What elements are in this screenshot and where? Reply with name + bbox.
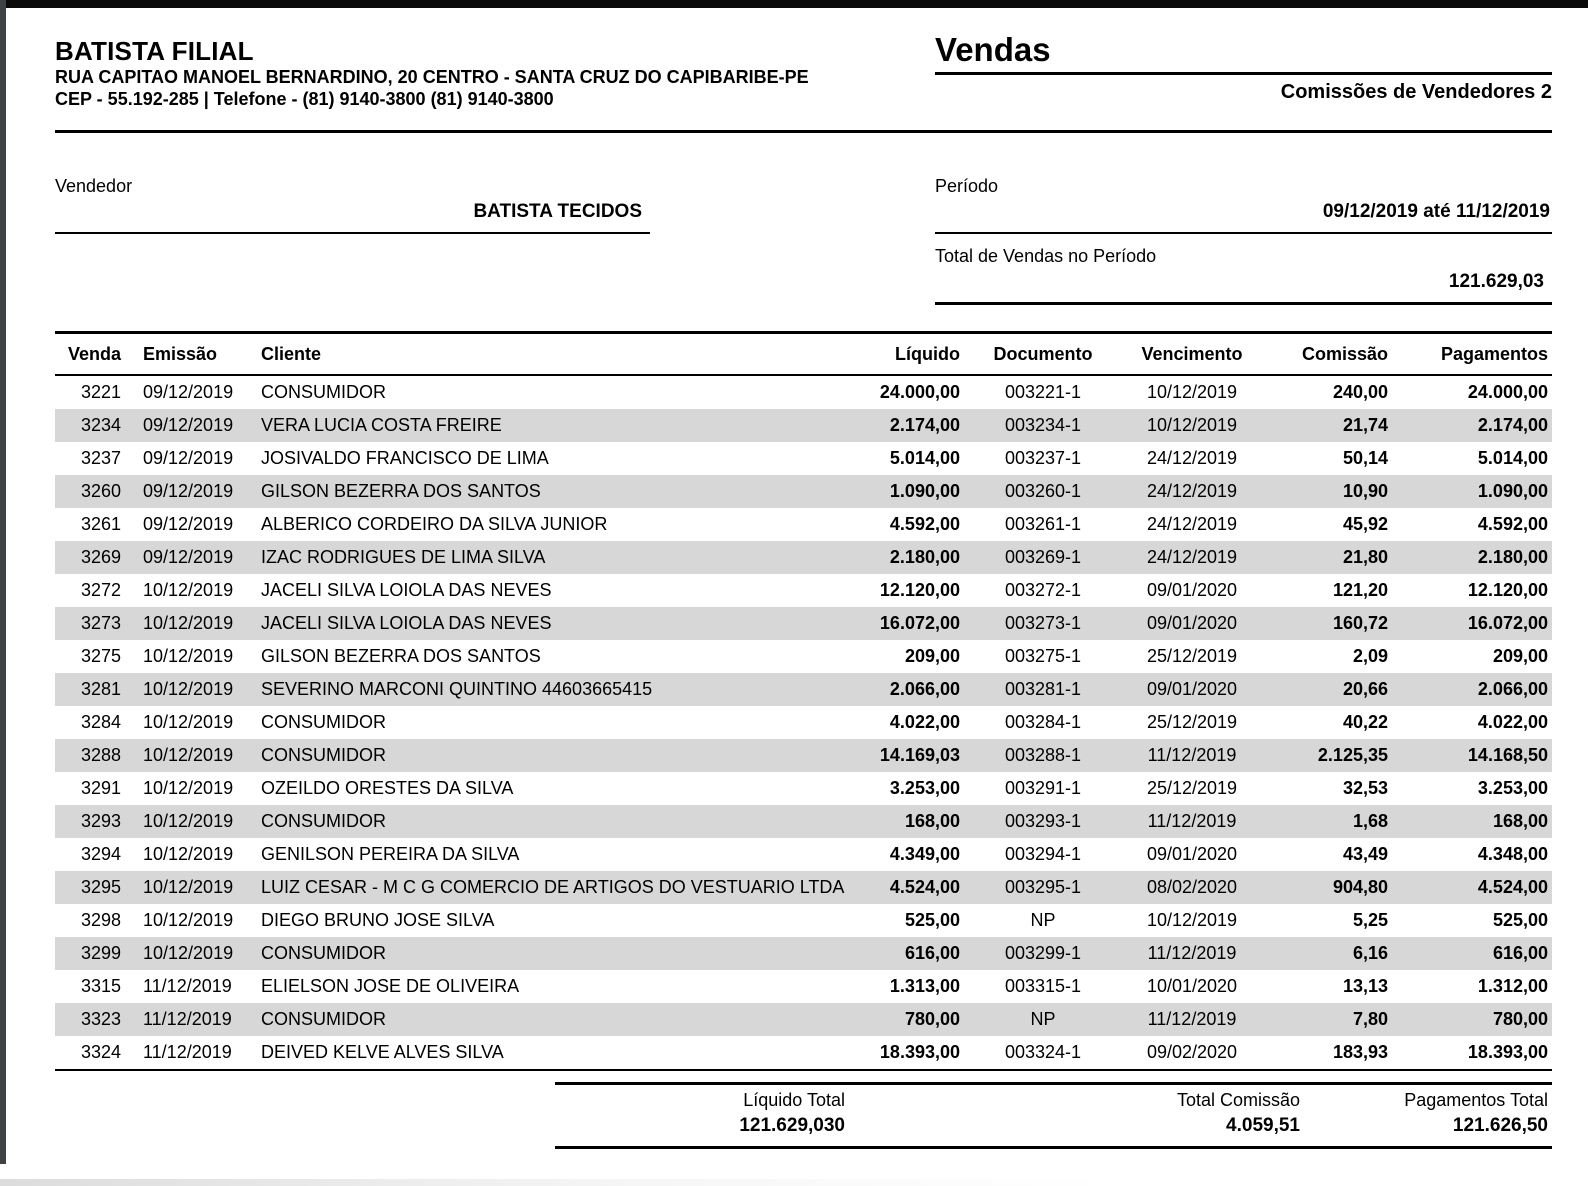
cell-liquido: 5.014,00 (889, 448, 960, 468)
cell-pagamentos: 1.312,00 (1477, 976, 1548, 996)
cell-pagamentos: 24.000,00 (1467, 382, 1548, 402)
cell-comissao: 50,14 (1342, 448, 1388, 468)
cell-documento: 003295-1 (1004, 877, 1082, 897)
cell-venda: 3315 (80, 976, 121, 996)
table-row (55, 541, 1552, 574)
cell-vencimento: 09/01/2020 (1146, 679, 1238, 699)
cell-venda: 3237 (80, 448, 121, 468)
summary-comissao (845, 1090, 1300, 1137)
viewer-bottom-edge (0, 1179, 1588, 1186)
table-row (55, 838, 1552, 871)
cell-documento: NP (1030, 910, 1056, 930)
cell-documento: 003294-1 (1004, 844, 1082, 864)
cell-vencimento: 09/02/2020 (1146, 1042, 1238, 1062)
cell-pagamentos: 4.592,00 (1477, 514, 1548, 534)
cell-liquido: 209,00 (904, 646, 960, 666)
cell-venda: 3234 (80, 415, 121, 435)
company-header (55, 36, 925, 110)
cell-pagamentos: 168,00 (1492, 811, 1548, 831)
column-header-cliente: Cliente (261, 343, 322, 364)
cell-liquido: 12.120,00 (879, 580, 960, 600)
cell-cliente: JACELI SILVA LOIOLA DAS NEVES (261, 613, 552, 633)
cell-liquido: 1.313,00 (889, 976, 960, 996)
table-row (55, 574, 1552, 607)
viewer-left-edge (0, 0, 6, 1164)
cell-pagamentos: 4.022,00 (1477, 712, 1548, 732)
cell-cliente: ALBERICO CORDEIRO DA SILVA JUNIOR (261, 514, 608, 534)
cell-cliente: LUIZ CESAR - M C G COMERCIO DE ARTIGOS DO VESTUARIO LTDA (261, 877, 845, 897)
cell-pagamentos: 4.524,00 (1477, 877, 1548, 897)
cell-documento: 003272-1 (1004, 580, 1082, 600)
cell-venda: 3293 (80, 811, 121, 831)
cell-comissao: 21,80 (1342, 547, 1388, 567)
cell-vencimento: 10/12/2019 (1146, 382, 1238, 402)
cell-pagamentos: 780,00 (1492, 1009, 1548, 1029)
cell-venda: 3284 (80, 712, 121, 732)
cell-comissao: 21,74 (1342, 415, 1388, 435)
cell-liquido: 16.072,00 (879, 613, 960, 633)
table-row (55, 706, 1552, 739)
cell-documento: NP (1030, 1009, 1056, 1029)
cell-emissao: 10/12/2019 (143, 745, 234, 765)
header-divider (55, 130, 1552, 133)
total-vendas-field (935, 246, 1552, 305)
cell-pagamentos: 2.174,00 (1477, 415, 1548, 435)
cell-liquido: 18.393,00 (879, 1042, 960, 1062)
sales-table (55, 331, 1552, 1071)
summary-liquido-label: Líquido Total (743, 1090, 845, 1110)
cell-comissao: 45,92 (1342, 514, 1388, 534)
cell-documento: 003291-1 (1004, 778, 1082, 798)
table-row (55, 1036, 1552, 1069)
cell-documento: 003288-1 (1004, 745, 1082, 765)
cell-comissao: 1,68 (1352, 811, 1388, 831)
cell-venda: 3294 (80, 844, 121, 864)
cell-emissao: 10/12/2019 (143, 811, 234, 831)
cell-pagamentos: 525,00 (1492, 910, 1548, 930)
cell-venda: 3298 (80, 910, 121, 930)
periodo-value: 09/12/2019 até 11/12/2019 (1322, 201, 1550, 222)
cell-emissao: 09/12/2019 (143, 448, 234, 468)
summary-pagamentos-label: Pagamentos Total (1404, 1090, 1548, 1110)
cell-emissao: 09/12/2019 (143, 481, 234, 501)
cell-vencimento: 09/01/2020 (1146, 580, 1238, 600)
cell-cliente: DIEGO BRUNO JOSE SILVA (261, 910, 495, 930)
summary-comissao-value: 4.059,51 (1226, 1115, 1300, 1136)
cell-cliente: CONSUMIDOR (261, 382, 386, 402)
table-row (55, 871, 1552, 904)
cell-comissao: 7,80 (1352, 1009, 1388, 1029)
cell-venda: 3299 (80, 943, 121, 963)
report-title: Vendas (935, 30, 1552, 75)
column-header-pagamentos: Pagamentos (1440, 343, 1548, 364)
cell-cliente: SEVERINO MARCONI QUINTINO 44603665415 (261, 679, 653, 699)
cell-documento: 003269-1 (1004, 547, 1082, 567)
summary-pagamentos-value: 121.626,50 (1452, 1115, 1548, 1136)
table-row (55, 739, 1552, 772)
cell-emissao: 09/12/2019 (143, 382, 234, 402)
company-name: BATISTA FILIAL (55, 36, 254, 66)
column-header-emissao: Emissão (143, 343, 218, 364)
summary-comissao-label: Total Comissão (1176, 1090, 1300, 1110)
cell-pagamentos: 5.014,00 (1477, 448, 1548, 468)
cell-vencimento: 11/12/2019 (1147, 1009, 1237, 1029)
cell-pagamentos: 3.253,00 (1477, 778, 1548, 798)
summary-liquido (555, 1090, 845, 1137)
cell-vencimento: 24/12/2019 (1146, 514, 1238, 534)
cell-pagamentos: 18.393,00 (1467, 1042, 1548, 1062)
cell-vencimento: 25/12/2019 (1146, 778, 1238, 798)
cell-emissao: 10/12/2019 (143, 910, 234, 930)
company-address: RUA CAPITAO MANOEL BERNARDINO, 20 CENTRO - SANTA CRUZ DO CAPIBARIBE-PE (55, 67, 809, 87)
report-header (935, 30, 1552, 104)
cell-vencimento: 24/12/2019 (1146, 481, 1238, 501)
cell-emissao: 09/12/2019 (143, 514, 234, 534)
cell-emissao: 09/12/2019 (143, 415, 234, 435)
column-header-venda: Venda (67, 343, 121, 364)
cell-pagamentos: 2.066,00 (1477, 679, 1548, 699)
vendedor-value: BATISTA TECIDOS (473, 201, 642, 222)
cell-cliente: GENILSON PEREIRA DA SILVA (261, 844, 520, 864)
cell-liquido: 525,00 (904, 910, 960, 930)
cell-venda: 3275 (80, 646, 121, 666)
cell-venda: 3261 (80, 514, 121, 534)
cell-pagamentos: 16.072,00 (1467, 613, 1548, 633)
table-row (55, 805, 1552, 838)
cell-venda: 3273 (80, 613, 121, 633)
cell-documento: 003260-1 (1004, 481, 1082, 501)
cell-venda: 3260 (80, 481, 121, 501)
cell-comissao: 32,53 (1342, 778, 1388, 798)
cell-documento: 003299-1 (1004, 943, 1082, 963)
cell-documento: 003221-1 (1004, 382, 1082, 402)
column-header-vencimento: Vencimento (1141, 343, 1243, 364)
cell-emissao: 10/12/2019 (143, 646, 234, 666)
cell-comissao: 2,09 (1352, 646, 1388, 666)
cell-liquido: 780,00 (904, 1009, 960, 1029)
cell-emissao: 10/12/2019 (143, 712, 234, 732)
cell-liquido: 4.592,00 (889, 514, 960, 534)
cell-emissao: 11/12/2019 (143, 976, 232, 996)
cell-vencimento: 25/12/2019 (1146, 646, 1238, 666)
cell-emissao: 10/12/2019 (143, 943, 234, 963)
table-row (55, 772, 1552, 805)
cell-comissao: 160,72 (1332, 613, 1388, 633)
summary-liquido-value: 121.629,030 (739, 1115, 845, 1136)
cell-vencimento: 11/12/2019 (1147, 943, 1237, 963)
total-vendas-value: 121.629,03 (1448, 271, 1544, 292)
cell-liquido: 1.090,00 (889, 481, 960, 501)
table-row (55, 1003, 1552, 1036)
cell-liquido: 24.000,00 (879, 382, 960, 402)
cell-cliente: CONSUMIDOR (261, 745, 386, 765)
summary-pagamentos (1300, 1090, 1552, 1137)
cell-liquido: 2.174,00 (889, 415, 960, 435)
cell-venda: 3281 (80, 679, 121, 699)
cell-documento: 003284-1 (1004, 712, 1082, 732)
cell-emissao: 10/12/2019 (143, 679, 234, 699)
cell-liquido: 2.066,00 (889, 679, 960, 699)
cell-liquido: 616,00 (904, 943, 960, 963)
cell-comissao: 43,49 (1342, 844, 1388, 864)
cell-liquido: 14.169,03 (879, 745, 960, 765)
cell-documento: 003281-1 (1004, 679, 1082, 699)
cell-pagamentos: 4.348,00 (1477, 844, 1548, 864)
cell-vencimento: 09/01/2020 (1146, 844, 1238, 864)
cell-liquido: 4.524,00 (889, 877, 960, 897)
cell-documento: 003275-1 (1004, 646, 1082, 666)
cell-comissao: 2.125,35 (1317, 745, 1388, 765)
cell-pagamentos: 12.120,00 (1467, 580, 1548, 600)
cell-comissao: 240,00 (1332, 382, 1388, 402)
cell-comissao: 121,20 (1332, 580, 1388, 600)
table-row (55, 607, 1552, 640)
cell-comissao: 13,13 (1342, 976, 1388, 996)
vendedor-field (55, 176, 650, 234)
cell-venda: 3269 (80, 547, 121, 567)
cell-cliente: OZEILDO ORESTES DA SILVA (261, 778, 514, 798)
cell-emissao: 10/12/2019 (143, 877, 234, 897)
cell-pagamentos: 616,00 (1492, 943, 1548, 963)
cell-vencimento: 11/12/2019 (1147, 811, 1237, 831)
cell-vencimento: 09/01/2020 (1146, 613, 1238, 633)
cell-venda: 3295 (80, 877, 121, 897)
column-header-documento: Documento (993, 343, 1093, 364)
cell-cliente: CONSUMIDOR (261, 811, 386, 831)
vendedor-label: Vendedor (55, 176, 133, 196)
total-vendas-label: Total de Vendas no Período (935, 246, 1157, 266)
cell-pagamentos: 2.180,00 (1477, 547, 1548, 567)
cell-pagamentos: 1.090,00 (1477, 481, 1548, 501)
cell-cliente: DEIVED KELVE ALVES SILVA (261, 1042, 504, 1062)
table-row (55, 442, 1552, 475)
cell-liquido: 3.253,00 (889, 778, 960, 798)
totals-summary (555, 1082, 1552, 1149)
cell-venda: 3221 (80, 382, 121, 402)
cell-comissao: 183,93 (1332, 1042, 1388, 1062)
table-row (55, 937, 1552, 970)
cell-emissao: 10/12/2019 (143, 613, 234, 633)
cell-vencimento: 24/12/2019 (1146, 547, 1238, 567)
cell-venda: 3324 (80, 1042, 121, 1062)
cell-vencimento: 11/12/2019 (1147, 745, 1237, 765)
cell-documento: 003293-1 (1004, 811, 1082, 831)
table-row (55, 904, 1552, 937)
table-row (55, 970, 1552, 1003)
table-row (55, 508, 1552, 541)
cell-vencimento: 10/01/2020 (1146, 976, 1238, 996)
cell-cliente: IZAC RODRIGUES DE LIMA SILVA (261, 547, 546, 567)
periodo-label: Período (935, 176, 999, 196)
cell-documento: 003261-1 (1004, 514, 1082, 534)
periodo-field (935, 176, 1552, 234)
cell-documento: 003324-1 (1004, 1042, 1082, 1062)
cell-comissao: 40,22 (1342, 712, 1388, 732)
cell-comissao: 5,25 (1352, 910, 1388, 930)
cell-venda: 3323 (80, 1009, 121, 1029)
cell-comissao: 20,66 (1342, 679, 1388, 699)
table-row (55, 640, 1552, 673)
cell-documento: 003234-1 (1004, 415, 1082, 435)
cell-pagamentos: 209,00 (1492, 646, 1548, 666)
cell-emissao: 10/12/2019 (143, 844, 234, 864)
table-row (55, 409, 1552, 442)
cell-cliente: JOSIVALDO FRANCISCO DE LIMA (261, 448, 549, 468)
cell-emissao: 11/12/2019 (143, 1042, 232, 1062)
cell-documento: 003273-1 (1004, 613, 1082, 633)
table-header-row (55, 334, 1552, 376)
cell-comissao: 6,16 (1352, 943, 1388, 963)
column-header-comissao: Comissão (1301, 343, 1388, 364)
cell-cliente: CONSUMIDOR (261, 712, 386, 732)
table-row (55, 475, 1552, 508)
cell-vencimento: 10/12/2019 (1146, 910, 1238, 930)
cell-vencimento: 24/12/2019 (1146, 448, 1238, 468)
cell-cliente: CONSUMIDOR (261, 1009, 386, 1029)
cell-liquido: 4.022,00 (889, 712, 960, 732)
cell-documento: 003237-1 (1004, 448, 1082, 468)
cell-venda: 3291 (80, 778, 121, 798)
cell-emissao: 11/12/2019 (143, 1009, 232, 1029)
cell-vencimento: 25/12/2019 (1146, 712, 1238, 732)
table-row (55, 673, 1552, 706)
viewer-top-edge (0, 0, 1588, 8)
cell-cliente: GILSON BEZERRA DOS SANTOS (261, 646, 541, 666)
cell-emissao: 10/12/2019 (143, 580, 234, 600)
cell-vencimento: 10/12/2019 (1146, 415, 1238, 435)
cell-documento: 003315-1 (1004, 976, 1082, 996)
table-body (55, 376, 1552, 1071)
cell-liquido: 168,00 (904, 811, 960, 831)
cell-pagamentos: 14.168,50 (1467, 745, 1548, 765)
column-header-liquido: Líquido (895, 343, 960, 364)
cell-venda: 3272 (80, 580, 121, 600)
cell-venda: 3288 (80, 745, 121, 765)
cell-cliente: GILSON BEZERRA DOS SANTOS (261, 481, 541, 501)
cell-cliente: ELIELSON JOSE DE OLIVEIRA (261, 976, 520, 996)
report-subtitle: Comissões de Vendedores 2 (1280, 81, 1552, 103)
cell-cliente: VERA LUCIA COSTA FREIRE (261, 415, 502, 435)
cell-cliente: CONSUMIDOR (261, 943, 386, 963)
cell-emissao: 10/12/2019 (143, 778, 234, 798)
cell-emissao: 09/12/2019 (143, 547, 234, 567)
table-row (55, 376, 1552, 409)
cell-comissao: 10,90 (1342, 481, 1388, 501)
cell-vencimento: 08/02/2020 (1146, 877, 1238, 897)
cell-liquido: 4.349,00 (889, 844, 960, 864)
cell-comissao: 904,80 (1332, 877, 1388, 897)
cell-liquido: 2.180,00 (889, 547, 960, 567)
company-contact: CEP - 55.192-285 | Telefone - (81) 9140-3800 (81) 9140-3800 (55, 89, 554, 109)
cell-cliente: JACELI SILVA LOIOLA DAS NEVES (261, 580, 552, 600)
